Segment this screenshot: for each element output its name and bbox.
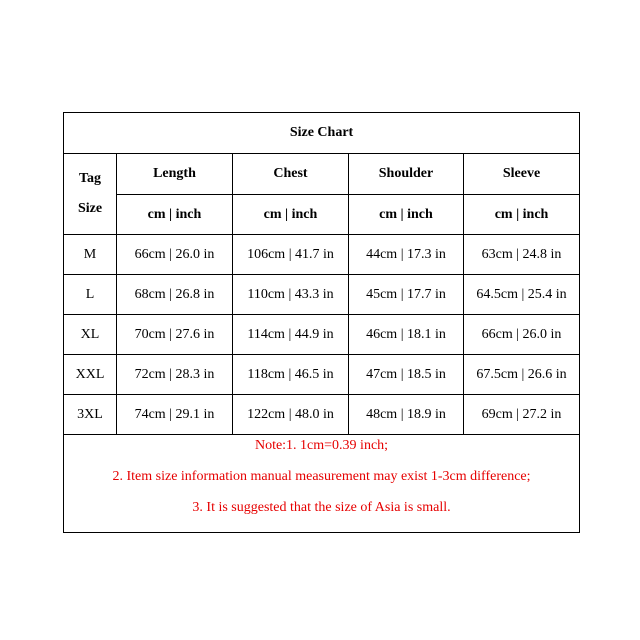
size-label: Size <box>77 201 103 216</box>
chest-header: Chest <box>233 154 349 195</box>
table-row <box>64 235 580 275</box>
sleeve-cell: 67.5cm | 26.6 in <box>464 355 580 395</box>
shoulder-cell: 46cm | 18.1 in <box>349 315 464 355</box>
length-header: Length <box>117 154 233 195</box>
size-chart-table <box>63 112 580 533</box>
notes-section <box>64 435 580 533</box>
chart-title: Size Chart <box>64 113 580 154</box>
table-row <box>64 395 580 435</box>
length-cell: 72cm | 28.3 in <box>117 355 233 395</box>
note-2: 2. Item size information manual measurement may exist 1-3cm difference; <box>112 469 531 484</box>
sleeve-cell: 69cm | 27.2 in <box>464 395 580 435</box>
table-row <box>64 355 580 395</box>
chest-unit: cm | inch <box>233 195 349 235</box>
sleeve-cell: 63cm | 24.8 in <box>464 235 580 275</box>
chest-cell: 122cm | 48.0 in <box>233 395 349 435</box>
tag-size-header <box>64 154 117 235</box>
table-row <box>64 315 580 355</box>
sleeve-header: Sleeve <box>464 154 580 195</box>
size-cell: 3XL <box>64 395 117 435</box>
shoulder-cell: 45cm | 17.7 in <box>349 275 464 315</box>
chest-cell: 114cm | 44.9 in <box>233 315 349 355</box>
shoulder-cell: 44cm | 17.3 in <box>349 235 464 275</box>
length-cell: 68cm | 26.8 in <box>117 275 233 315</box>
length-unit: cm | inch <box>117 195 233 235</box>
length-cell: 74cm | 29.1 in <box>117 395 233 435</box>
chest-cell: 118cm | 46.5 in <box>233 355 349 395</box>
sleeve-cell: 66cm | 26.0 in <box>464 315 580 355</box>
table-row <box>64 275 580 315</box>
sleeve-unit: cm | inch <box>464 195 580 235</box>
shoulder-header: Shoulder <box>349 154 464 195</box>
chest-cell: 110cm | 43.3 in <box>233 275 349 315</box>
sleeve-cell: 64.5cm | 25.4 in <box>464 275 580 315</box>
size-cell: XL <box>64 315 117 355</box>
note-1: Note:1. 1cm=0.39 inch; <box>254 438 389 453</box>
shoulder-unit: cm | inch <box>349 195 464 235</box>
note-3: 3. It is suggested that the size of Asia is small. <box>192 500 451 515</box>
shoulder-cell: 48cm | 18.9 in <box>349 395 464 435</box>
chest-cell: 106cm | 41.7 in <box>233 235 349 275</box>
size-cell: L <box>64 275 117 315</box>
size-cell: M <box>64 235 117 275</box>
shoulder-cell: 47cm | 18.5 in <box>349 355 464 395</box>
tag-label: Tag <box>78 171 102 186</box>
length-cell: 66cm | 26.0 in <box>117 235 233 275</box>
length-cell: 70cm | 27.6 in <box>117 315 233 355</box>
size-cell: XXL <box>64 355 117 395</box>
